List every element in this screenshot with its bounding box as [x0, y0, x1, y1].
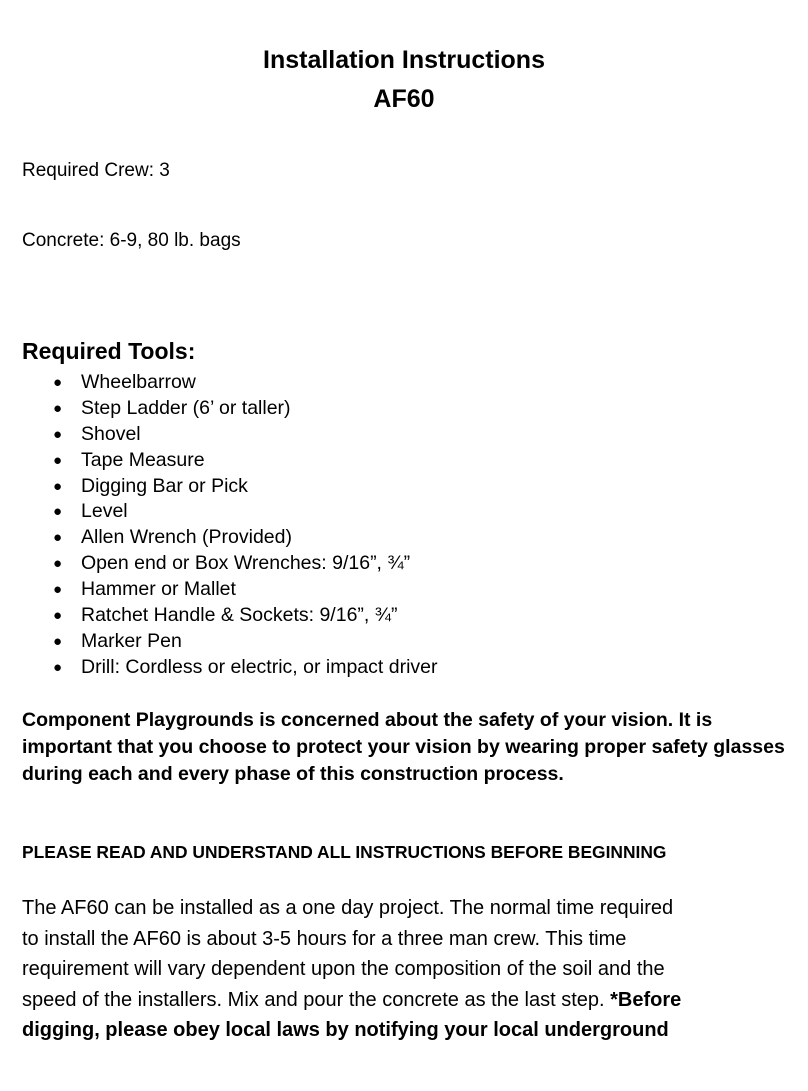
tool-name: Marker Pen — [81, 629, 182, 652]
bullet-icon: ● — [53, 581, 63, 599]
tool-name: Tape Measure — [81, 448, 205, 471]
bullet-icon: ● — [53, 607, 63, 625]
safety-notice: Component Playgrounds is concerned about the safety of your vision. It is important that you choose to protect your vision by wearing proper safety glasses during each and every phase of this construction process. — [22, 709, 785, 785]
bullet-icon: ● — [53, 374, 63, 391]
concrete-requirement: Concrete: 6-9, 80 lb. bags — [22, 230, 241, 251]
overview-line: requirement will vary dependent upon the composition of the soil and the — [22, 958, 665, 981]
tool-name: Wheelbarrow — [81, 371, 196, 393]
required-crew: Required Crew: 3 — [22, 160, 170, 181]
document-title: Installation Instructions — [263, 46, 545, 74]
tool-name: Shovel — [81, 422, 141, 445]
tool-name: Step Ladder (6’ or taller) — [81, 396, 291, 419]
digging-warning: digging, please obey local laws by notifying your local underground — [22, 1019, 669, 1042]
read-instructions-warning: PLEASE READ AND UNDERSTAND ALL INSTRUCTIONS BEFORE BEGINNING — [22, 842, 667, 862]
tool-name: Ratchet Handle & Sockets: 9/16”, ¾” — [81, 604, 398, 627]
tool-name: Hammer or Mallet — [81, 578, 236, 601]
required-tools-heading: Required Tools: — [22, 338, 196, 364]
overview-line: to install the AF60 is about 3-5 hours for a three man crew. This time — [22, 927, 627, 950]
bullet-icon: ● — [53, 399, 63, 417]
tool-name: Drill: Cordless or electric, or impact driver — [81, 655, 438, 678]
bullet-icon: ● — [53, 529, 63, 547]
tool-name: Digging Bar or Pick — [81, 474, 248, 497]
bullet-icon: ● — [53, 477, 63, 495]
overview-line — [22, 985, 792, 1016]
bullet-icon: ● — [53, 503, 63, 521]
bullet-icon: ● — [53, 451, 63, 469]
overview-text: speed of the installers. Mix and pour the concrete as the last step. — [22, 988, 611, 1011]
bullet-icon: ● — [53, 632, 63, 650]
tool-name: Open end or Box Wrenches: 9/16”, ¾” — [81, 552, 411, 575]
tool-name: Level — [81, 500, 128, 523]
digging-warning-start: *Before — [610, 988, 682, 1011]
bullet-icon: ● — [53, 555, 63, 573]
tool-name: Allen Wrench (Provided) — [81, 526, 292, 549]
overview-line: The AF60 can be installed as a one day project. The normal time required — [22, 897, 674, 919]
model-number-title: AF60 — [373, 85, 435, 113]
installation-overview — [22, 893, 792, 1046]
bullet-icon: ● — [53, 425, 63, 443]
bullet-icon: ● — [53, 658, 63, 676]
